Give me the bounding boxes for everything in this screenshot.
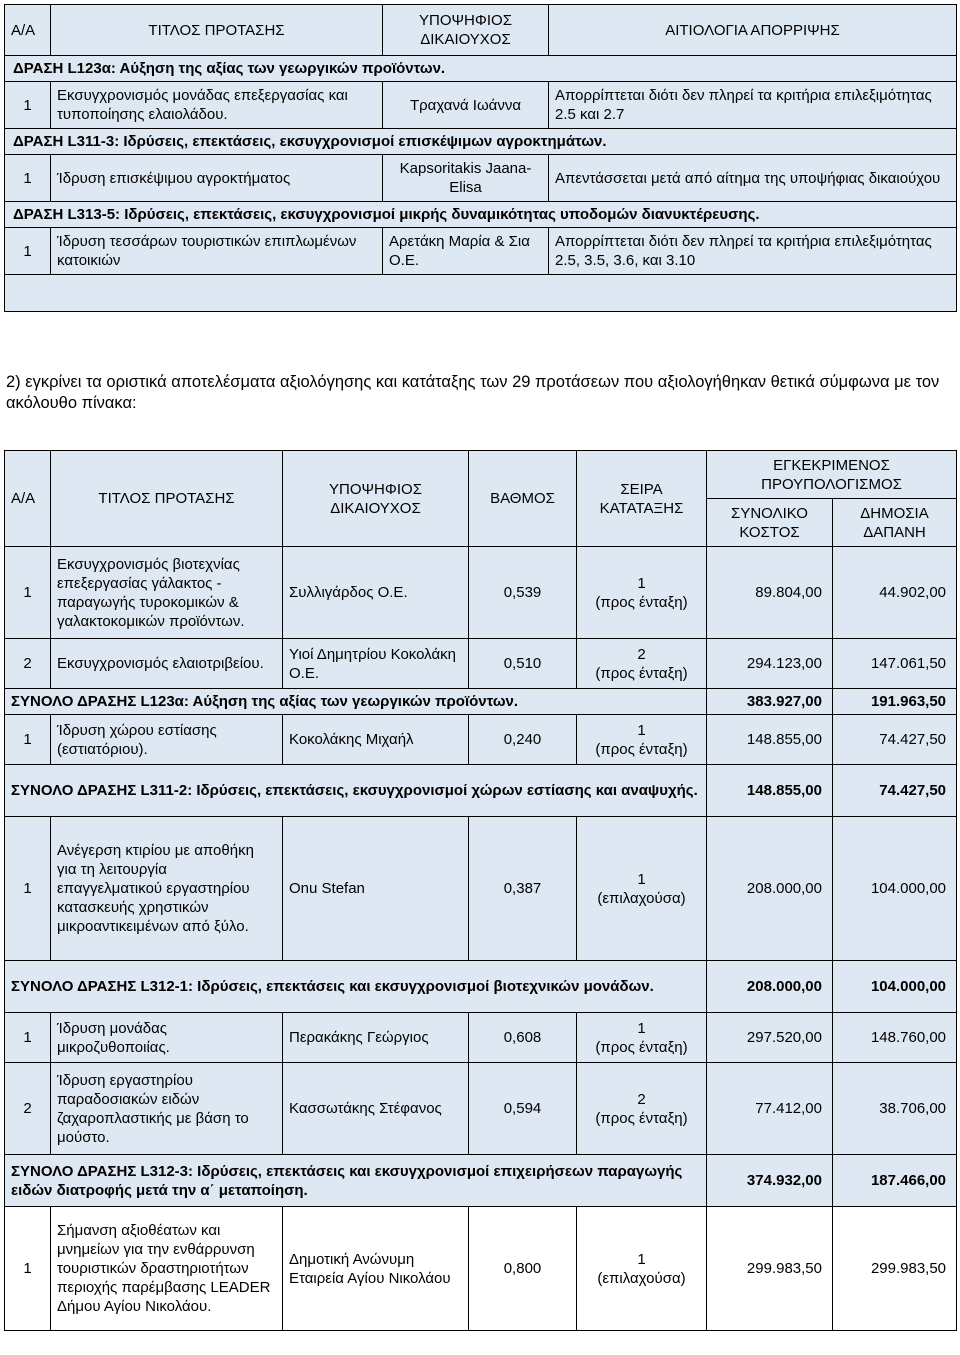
row-public: 74.427,50: [833, 715, 957, 765]
header-applicant: ΥΠΟΨΗΦΙΟΣ ΔΙΚΑΙΟΥΧΟΣ: [383, 5, 549, 56]
rank-number: 1: [637, 870, 646, 888]
header-budget: ΕΓΚΕΚΡΙΜΕΝΟΣ ΠΡΟΥΠΟΛΟΓΙΣΜΟΣ: [707, 451, 957, 499]
row-number: 1: [5, 547, 51, 639]
row-rank: [577, 715, 707, 765]
blank-row: [5, 275, 957, 312]
total-label: ΣΥΝΟΛΟ ΔΡΑΣΗΣ L123α: Αύξηση της αξίας των γεωργικών προϊόντων.: [5, 689, 707, 715]
rank-number: 2: [637, 1090, 646, 1108]
total-row: [5, 765, 957, 817]
section-title-row: [5, 129, 957, 155]
rank-note: (προς ένταξη): [595, 1109, 688, 1127]
row-score: 0,510: [469, 639, 577, 689]
row-score: 0,800: [469, 1207, 577, 1331]
row-total-cost: 297.520,00: [707, 1013, 833, 1063]
row-number: 1: [5, 715, 51, 765]
row-rank: [577, 547, 707, 639]
table-row: [5, 817, 957, 961]
row-number: 1: [5, 82, 51, 129]
row-score: 0,608: [469, 1013, 577, 1063]
total-public: 104.000,00: [833, 961, 957, 1013]
rank-number: 1: [637, 574, 646, 592]
rank-note: (προς ένταξη): [595, 664, 688, 682]
row-title: Ίδρυση εργαστηρίου παραδοσιακών ειδών ζαχαροπλαστικής με βάση το μούστο.: [51, 1063, 283, 1155]
row-number: 1: [5, 817, 51, 961]
row-number: 2: [5, 639, 51, 689]
rank-note: (επιλαχούσα): [597, 1269, 686, 1287]
total-public: 187.466,00: [833, 1155, 957, 1207]
row-applicant: Υιοί Δημητρίου Κοκολάκη Ο.Ε.: [283, 639, 469, 689]
rank-number: 1: [637, 1250, 646, 1268]
rank-number: 2: [637, 645, 646, 663]
row-title: Εκσυγχρονισμός ελαιοτριβείου.: [51, 639, 283, 689]
total-public: 191.963,50: [833, 689, 957, 715]
total-label: ΣΥΝΟΛΟ ΔΡΑΣΗΣ L312-3: Ιδρύσεις, επεκτάσεις και εκσυγχρονισμοί επιχειρήσεων παραγωγής ειδών διατροφής μετά την α΄ μεταποίηση.: [5, 1155, 707, 1207]
row-number: 1: [5, 1013, 51, 1063]
header-title: ΤΙΤΛΟΣ ΠΡΟΤΑΣΗΣ: [51, 451, 283, 547]
table-row: [5, 228, 957, 275]
total-cost: 208.000,00: [707, 961, 833, 1013]
total-row: [5, 961, 957, 1013]
row-applicant: Κοκολάκης Μιχαήλ: [283, 715, 469, 765]
table-row: [5, 155, 957, 202]
approved-proposals-table: [4, 450, 957, 1331]
row-title: Σήμανση αξιοθέατων και μνημείων για την ενθάρρυνση τουριστικών δραστηριοτήτων περιοχής παρέμβασης LEADER Δήμου Αγίου Νικολάου.: [51, 1207, 283, 1331]
row-public: 104.000,00: [833, 817, 957, 961]
row-number: 1: [5, 155, 51, 202]
section-title-row: [5, 56, 957, 82]
row-rank: [577, 1063, 707, 1155]
header-applicant: ΥΠΟΨΗΦΙΟΣ ΔΙΚΑΙΟΥΧΟΣ: [283, 451, 469, 547]
row-reason: Απεντάσσεται μετά από αίτημα της υποψήφιας δικαιούχου: [549, 155, 957, 202]
row-rank: [577, 1207, 707, 1331]
row-total-cost: 299.983,50: [707, 1207, 833, 1331]
row-title: Ίδρυση επισκέψιμου αγροκτήματος: [51, 155, 383, 202]
row-rank: [577, 639, 707, 689]
section-title: ΔΡΑΣΗ L311-3: Ιδρύσεις, επεκτάσεις, εκσυγχρονισμοί επισκέψιμων αγροκτημάτων.: [5, 129, 957, 155]
rank-note: (προς ένταξη): [595, 740, 688, 758]
row-total-cost: 89.804,00: [707, 547, 833, 639]
table-header-row: [5, 5, 957, 56]
rejected-proposals-table: [4, 4, 957, 312]
section-title: ΔΡΑΣΗ L123α: Αύξηση της αξίας των γεωργικών προϊόντων.: [5, 56, 957, 82]
row-applicant: Συλλιγάρδος Ο.Ε.: [283, 547, 469, 639]
approval-paragraph: 2) εγκρίνει τα οριστικά αποτελέσματα αξιολόγησης και κατάταξης των 29 προτάσεων που αξιολογήθηκαν θετικά σύμφωνα με τον ακόλουθο πίνακα:: [6, 373, 940, 412]
row-score: 0,240: [469, 715, 577, 765]
row-score: 0,594: [469, 1063, 577, 1155]
row-applicant: Kapsoritakis Jaana-Elisa: [383, 155, 549, 202]
row-total-cost: 294.123,00: [707, 639, 833, 689]
row-public: 147.061,50: [833, 639, 957, 689]
row-public: 38.706,00: [833, 1063, 957, 1155]
total-label: ΣΥΝΟΛΟ ΔΡΑΣΗΣ L311-2: Ιδρύσεις, επεκτάσεις, εκσυγχρονισμοί χώρων εστίασης και αναψυχής.: [5, 765, 707, 817]
total-row: [5, 689, 957, 715]
row-total-cost: 208.000,00: [707, 817, 833, 961]
row-public: 148.760,00: [833, 1013, 957, 1063]
total-cost: 148.855,00: [707, 765, 833, 817]
row-applicant: Τραχανά Ιωάννα: [383, 82, 549, 129]
row-title: Εκσυγχρονισμός βιοτεχνίας επεξεργασίας γάλακτος - παραγωγής τυροκομικών & γαλακτοκομικών προϊόντων.: [51, 547, 283, 639]
table-row: [5, 547, 957, 639]
header-reason: ΑΙΤΙΟΛΟΓΙΑ ΑΠΟΡΡΙΨΗΣ: [549, 5, 957, 56]
table-row: [5, 82, 957, 129]
table-row: [5, 1063, 957, 1155]
rank-note: (επιλαχούσα): [597, 889, 686, 907]
row-applicant: Αρετάκη Μαρία & Σια Ο.Ε.: [383, 228, 549, 275]
table-row: [5, 639, 957, 689]
row-title: Ίδρυση χώρου εστίασης (εστιατόριου).: [51, 715, 283, 765]
row-title: Εκσυγχρονισμός μονάδας επεξεργασίας και τυποποίησης ελαιολάδου.: [51, 82, 383, 129]
table-row: [5, 1013, 957, 1063]
row-applicant: Περακάκης Γεώργιος: [283, 1013, 469, 1063]
table-header-row: [5, 451, 957, 499]
rank-number: 1: [637, 721, 646, 739]
header-aa: Α/Α: [5, 5, 51, 56]
row-total-cost: 148.855,00: [707, 715, 833, 765]
header-public: ΔΗΜΟΣΙΑ ΔΑΠΑΝΗ: [833, 499, 957, 547]
total-cost: 374.932,00: [707, 1155, 833, 1207]
header-aa: Α/Α: [5, 451, 51, 547]
table-row: [5, 1207, 957, 1331]
section-title-row: [5, 202, 957, 228]
row-public: 44.902,00: [833, 547, 957, 639]
row-score: 0,539: [469, 547, 577, 639]
total-public: 74.427,50: [833, 765, 957, 817]
total-cost: 383.927,00: [707, 689, 833, 715]
row-public: 299.983,50: [833, 1207, 957, 1331]
row-reason: Απορρίπτεται διότι δεν πληρεί τα κριτήρια επιλεξιμότητας 2.5, 3.5, 3.6, και 3.10: [549, 228, 957, 275]
rank-number: 1: [637, 1019, 646, 1037]
rank-note: (προς ένταξη): [595, 1038, 688, 1056]
header-total-cost: ΣΥΝΟΛΙΚΟ ΚΟΣΤΟΣ: [707, 499, 833, 547]
row-title: Ίδρυση τεσσάρων τουριστικών επιπλωμένων κατοικιών: [51, 228, 383, 275]
row-number: 1: [5, 228, 51, 275]
row-number: 1: [5, 1207, 51, 1331]
row-applicant: Onu Stefan: [283, 817, 469, 961]
header-title: ΤΙΤΛΟΣ ΠΡΟΤΑΣΗΣ: [51, 5, 383, 56]
row-rank: [577, 817, 707, 961]
row-title: Ίδρυση μονάδας μικροζυθοποιίας.: [51, 1013, 283, 1063]
row-title: Ανέγερση κτιρίου με αποθήκη για τη λειτουργία επαγγελματικού εργαστηρίου κατασκευής χρηστικών μικροαντικειμένων από ξύλο.: [51, 817, 283, 961]
row-score: 0,387: [469, 817, 577, 961]
header-rank: ΣΕΙΡΑ ΚΑΤΑΤΑΞΗΣ: [577, 451, 707, 547]
rank-note: (προς ένταξη): [595, 593, 688, 611]
row-number: 2: [5, 1063, 51, 1155]
section-title: ΔΡΑΣΗ L313-5: Ιδρύσεις, επεκτάσεις, εκσυγχρονισμοί μικρής δυναμικότητας υποδομών διανυκτέρευσης.: [5, 202, 957, 228]
total-label: ΣΥΝΟΛΟ ΔΡΑΣΗΣ L312-1: Ιδρύσεις, επεκτάσεις και εκσυγχρονισμοί βιοτεχνικών μονάδων.: [5, 961, 707, 1013]
row-reason: Απορρίπτεται διότι δεν πληρεί τα κριτήρια επιλεξιμότητας 2.5 και 2.7: [549, 82, 957, 129]
row-applicant: Δημοτική Ανώνυμη Εταιρεία Αγίου Νικολάου: [283, 1207, 469, 1331]
row-applicant: Κασσωτάκης Στέφανος: [283, 1063, 469, 1155]
table-row: [5, 715, 957, 765]
row-rank: [577, 1013, 707, 1063]
header-score: ΒΑΘΜΟΣ: [469, 451, 577, 547]
row-total-cost: 77.412,00: [707, 1063, 833, 1155]
total-row: [5, 1155, 957, 1207]
